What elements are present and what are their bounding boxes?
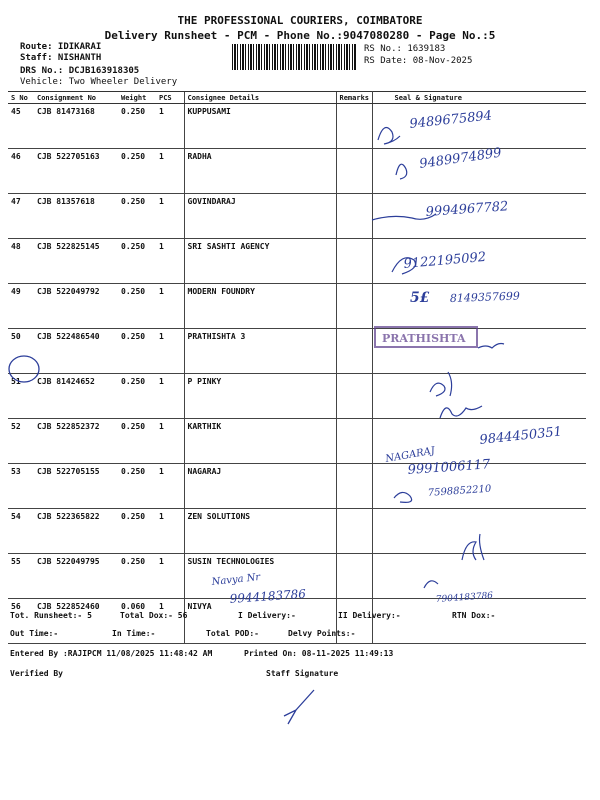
delvy-points: Delvy Points:- xyxy=(288,629,356,638)
row48-phone: 9122195092 xyxy=(403,249,487,272)
table-row xyxy=(8,464,586,509)
col-remarks: Remarks xyxy=(336,92,372,104)
weight-value: 0.250 xyxy=(118,374,156,419)
row53-phone: 9844450351 xyxy=(478,424,563,448)
signature-cell xyxy=(372,374,586,419)
staff-label: Staff: NISHANTH xyxy=(20,53,102,63)
weight-value: 0.250 xyxy=(118,464,156,509)
remarks-cell xyxy=(336,374,372,419)
row46-phone: 9489974899 xyxy=(418,145,503,172)
consignee-name: RADHA xyxy=(184,149,336,194)
table-row xyxy=(8,374,586,419)
row56-name: Navya Nr xyxy=(211,571,261,588)
total-pod: Total POD:- xyxy=(206,629,259,638)
row-sno: 52 xyxy=(8,419,34,464)
signature-cell xyxy=(372,599,586,644)
runsheet-title: Delivery Runsheet - PCM - Phone No.:9047080280 - Page No.:5 xyxy=(104,29,496,42)
row53-name: NAGARAJ xyxy=(384,445,436,465)
weight-value: 0.250 xyxy=(118,329,156,374)
consignment-number: CJB 81473168 xyxy=(34,104,118,149)
col-weight: Weight xyxy=(118,92,156,104)
weight-value: 0.250 xyxy=(118,104,156,149)
runsheet-table xyxy=(8,91,586,644)
consignee-name: ZEN SOLUTIONS xyxy=(184,509,336,554)
signature-cell xyxy=(372,104,586,149)
row-sno: 53 xyxy=(8,464,34,509)
signature-cell xyxy=(372,239,586,284)
weight-value: 0.250 xyxy=(118,419,156,464)
consignment-number: CJB 81357618 xyxy=(34,194,118,239)
row-sno: 45 xyxy=(8,104,34,149)
weight-value: 0.250 xyxy=(118,554,156,599)
pcs-value: 1 xyxy=(156,554,184,599)
rs-date: RS Date: 08-Nov-2025 xyxy=(364,56,473,66)
table-row xyxy=(8,284,586,329)
pcs-value: 1 xyxy=(156,104,184,149)
row54-phone: 7598852210 xyxy=(427,483,492,499)
signature-cell xyxy=(372,284,586,329)
signature-cell xyxy=(372,464,586,509)
pcs-value: 1 xyxy=(156,329,184,374)
consignee-name: SUSIN TECHNOLOGIES xyxy=(184,554,336,599)
row-sno: 47 xyxy=(8,194,34,239)
weight-value: 0.250 xyxy=(118,239,156,284)
consignee-name: KUPPUSAMI xyxy=(184,104,336,149)
remarks-cell xyxy=(336,194,372,239)
printed-on: Printed On: 08-11-2025 11:49:13 xyxy=(244,649,394,658)
table-row xyxy=(8,104,586,149)
signature-cell xyxy=(372,329,586,374)
verified-by: Verified By xyxy=(10,669,63,678)
remarks-cell xyxy=(336,284,372,329)
row49-initials: 5£ xyxy=(410,290,430,306)
table-row xyxy=(8,554,586,599)
pcs-value: 1 xyxy=(156,419,184,464)
row-sno: 54 xyxy=(8,509,34,554)
staff-signature: Staff Signature xyxy=(266,669,339,678)
consignee-name: KARTHIK xyxy=(184,419,336,464)
col-sno: S No xyxy=(8,92,34,104)
consignment-number: CJB 522705163 xyxy=(34,149,118,194)
tot-runsheet: Tot. Runsheet:- 5 xyxy=(10,611,92,620)
out-time: Out Time:- xyxy=(10,629,59,638)
row49-phone: 8149357699 xyxy=(449,289,521,305)
remarks-cell xyxy=(336,329,372,374)
row53-phone2: 9991006117 xyxy=(407,457,491,478)
consignment-number: CJB 522825145 xyxy=(34,239,118,284)
table-row xyxy=(8,194,586,239)
table-row xyxy=(8,509,586,554)
weight-value: 0.250 xyxy=(118,509,156,554)
weight-value: 0.250 xyxy=(118,284,156,329)
table-row xyxy=(8,329,586,374)
row56-sign-number: 7904183786 xyxy=(435,591,494,605)
consignment-number: CJB 522852460 xyxy=(34,599,118,644)
pcs-value: 1 xyxy=(156,284,184,329)
consignment-number: CJB 81424652 xyxy=(34,374,118,419)
ii-delivery: II Delivery:- xyxy=(338,611,401,620)
table-row xyxy=(8,239,586,284)
pcs-value: 1 xyxy=(156,599,184,644)
company-name: THE PROFESSIONAL COURIERS, COIMBATORE xyxy=(177,14,423,27)
signature-cell xyxy=(372,419,586,464)
pcs-value: 1 xyxy=(156,149,184,194)
row-sno: 46 xyxy=(8,149,34,194)
vehicle-label: Vehicle: Two Wheeler Delivery xyxy=(20,77,178,87)
weight-value: 0.060 xyxy=(118,599,156,644)
consignee-name: NAGARAJ xyxy=(184,464,336,509)
row-sno: 49 xyxy=(8,284,34,329)
consignment-number: CJB 522049792 xyxy=(34,284,118,329)
table-row xyxy=(8,419,586,464)
pcs-value: 1 xyxy=(156,194,184,239)
route-label: Route: IDIKARAI xyxy=(20,42,102,52)
in-time: In Time:- xyxy=(112,629,156,638)
consignee-name: NIVYA xyxy=(184,599,336,644)
row-sno: 56 xyxy=(8,599,34,644)
col-pcs: PCS xyxy=(156,92,184,104)
consignment-number: CJB 522852372 xyxy=(34,419,118,464)
barcode-image xyxy=(232,44,356,70)
remarks-cell xyxy=(336,554,372,599)
row47-phone: 9994967782 xyxy=(425,199,509,220)
rs-number: RS No.: 1639183 xyxy=(364,44,446,54)
consignee-name: MODERN FOUNDRY xyxy=(184,284,336,329)
consignee-name: SRI SASHTI AGENCY xyxy=(184,239,336,284)
row-sno: 48 xyxy=(8,239,34,284)
weight-value: 0.250 xyxy=(118,149,156,194)
pcs-value: 1 xyxy=(156,509,184,554)
table-row xyxy=(8,149,586,194)
stamp-text: PRATHISHTA xyxy=(382,332,466,345)
remarks-cell xyxy=(336,149,372,194)
entered-by: Entered By :RAJIPCM 11/08/2025 11:48:42 AM xyxy=(10,649,213,658)
consignee-name: PRATHISHTA 3 xyxy=(184,329,336,374)
consignment-number: CJB 522049795 xyxy=(34,554,118,599)
remarks-cell xyxy=(336,104,372,149)
row-sno: 51 xyxy=(8,374,34,419)
weight-value: 0.250 xyxy=(118,194,156,239)
row-sno: 55 xyxy=(8,554,34,599)
signature-cell xyxy=(372,194,586,239)
pcs-value: 1 xyxy=(156,239,184,284)
col-consignee: Consignee Details xyxy=(184,92,336,104)
remarks-cell xyxy=(336,464,372,509)
consignment-number: CJB 522705155 xyxy=(34,464,118,509)
col-signature: Seal & Signature xyxy=(372,92,586,104)
consignment-number: CJB 522486540 xyxy=(34,329,118,374)
i-delivery: I Delivery:- xyxy=(238,611,296,620)
signature-cell xyxy=(372,149,586,194)
consignment-number: CJB 522365822 xyxy=(34,509,118,554)
table-header-row xyxy=(8,92,586,104)
col-consignment: Consignment No xyxy=(34,92,118,104)
drs-number: DRS No.: DCJB163918305 xyxy=(20,66,140,76)
signature-cell xyxy=(372,554,586,599)
pcs-value: 1 xyxy=(156,464,184,509)
staff-signature-mark xyxy=(284,690,314,724)
remarks-cell xyxy=(336,239,372,284)
signature-cell xyxy=(372,509,586,554)
row56-phone: 9944183786 xyxy=(229,586,307,606)
total-dox: Total Dox:- 56 xyxy=(120,611,188,620)
consignee-name: GOVINDARAJ xyxy=(184,194,336,239)
row45-phone: 9489675894 xyxy=(408,108,493,132)
remarks-cell xyxy=(336,509,372,554)
pcs-value: 1 xyxy=(156,374,184,419)
rtn-dox: RTN Dox:- xyxy=(452,611,496,620)
consignee-name: P PINKY xyxy=(184,374,336,419)
remarks-cell xyxy=(336,419,372,464)
row-sno: 50 xyxy=(8,329,34,374)
